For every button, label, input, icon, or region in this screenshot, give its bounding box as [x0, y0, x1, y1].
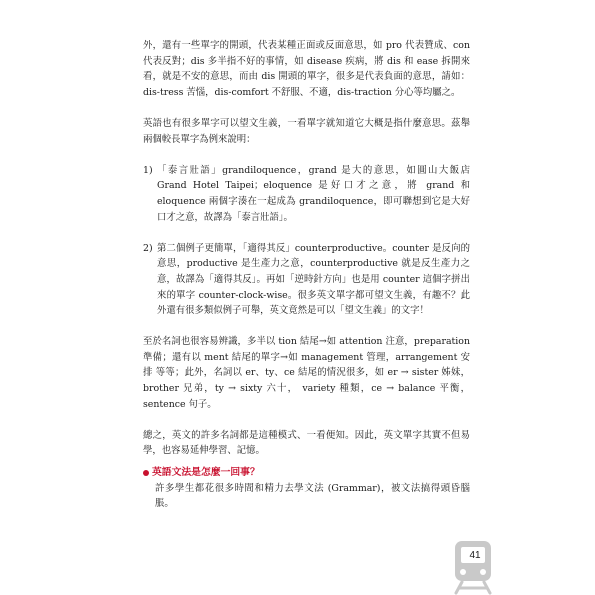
list-item-counterproductive: [143, 241, 470, 319]
section-heading: [143, 465, 470, 481]
spacer: [143, 147, 470, 163]
list-item-text: 「泰言壯語」grandiloquence，grand 是大的意思，如圓山大飯店 Grand Hotel Taipei；eloquence 是好口才之意，將 grand 和 eloquence 兩個字湊在一起成為 grandiloquence，即可聯想到它是大好口才之意，故譯為「泰言壯語」。: [157, 164, 470, 223]
paragraph-summary: 總之，英文的許多名詞都是這種模式、一看便知。因此，英文單字其實不但易學，也容易延伸學習、記憶。: [143, 429, 470, 457]
paragraph-noun-suffixes: 至於名詞也很容易辨識，多半以 tion 結尾→如 attention 注意，preparation 準備；還有以 ment 結尾的單字→如 management 管理，arrangement 安排 等等；此外，名詞以 er、ty、ce 結尾的情況很多，如 er → sister 姊妹，brother 兄弟，ty → sixty 六十， variety 種類，ce → balance 平衡，sentence 句子。: [143, 336, 470, 410]
paragraph-prefix-meanings: 外，還有一些單字的開頭，代表某種正面或反面意思，如 pro 代表贊成、con 代表反對；dis 多半指不好的事情，如 disease 疾病，將 dis 和 ease 拆開來看，就是不安的意思，而由 dis 開頭的單字，很多是代表負面的意思，請如：dis-tress 苦惱，dis-comfort 不舒服、不適，dis-traction 分心等均屬之。: [143, 40, 470, 98]
list-number: 1): [143, 164, 153, 176]
paragraph-grammar: 許多學生都花很多時間和精力去學文法 (Grammar)，被文法搞得頭昏腦脹。: [155, 482, 470, 510]
document-page: [143, 38, 470, 512]
bullet-icon: [143, 470, 149, 476]
page-number: 41: [469, 550, 481, 561]
list-item-text: 第二個例子更簡單，「適得其反」counterproductive。counter 是反向的意思，productive 是生產力之意，counterproductive 就是反生產力之意，故譯為「適得其反」。再如「逆時針方向」也是用 counter 這個字拼出來的單字 counter-clock-wise。很多英文單字都可望文生義，有趣不？此外還有很多類似例子可舉，英文竟然是可以「望文生義」的文字！: [157, 242, 470, 317]
spacer: [143, 319, 470, 335]
paragraph-intro-examples: 英語也有很多單字可以望文生義，一看單字就知道它大概是指什麼意思。茲舉兩個較長單字為例來說明：: [143, 117, 470, 145]
section-heading-text: 英語文法是怎麼一回事？: [152, 467, 260, 479]
spacer: [143, 225, 470, 241]
spacer: [143, 412, 470, 428]
spacer: [143, 100, 470, 116]
list-number: 2): [143, 242, 153, 254]
list-item-grandiloquence: [143, 163, 470, 225]
